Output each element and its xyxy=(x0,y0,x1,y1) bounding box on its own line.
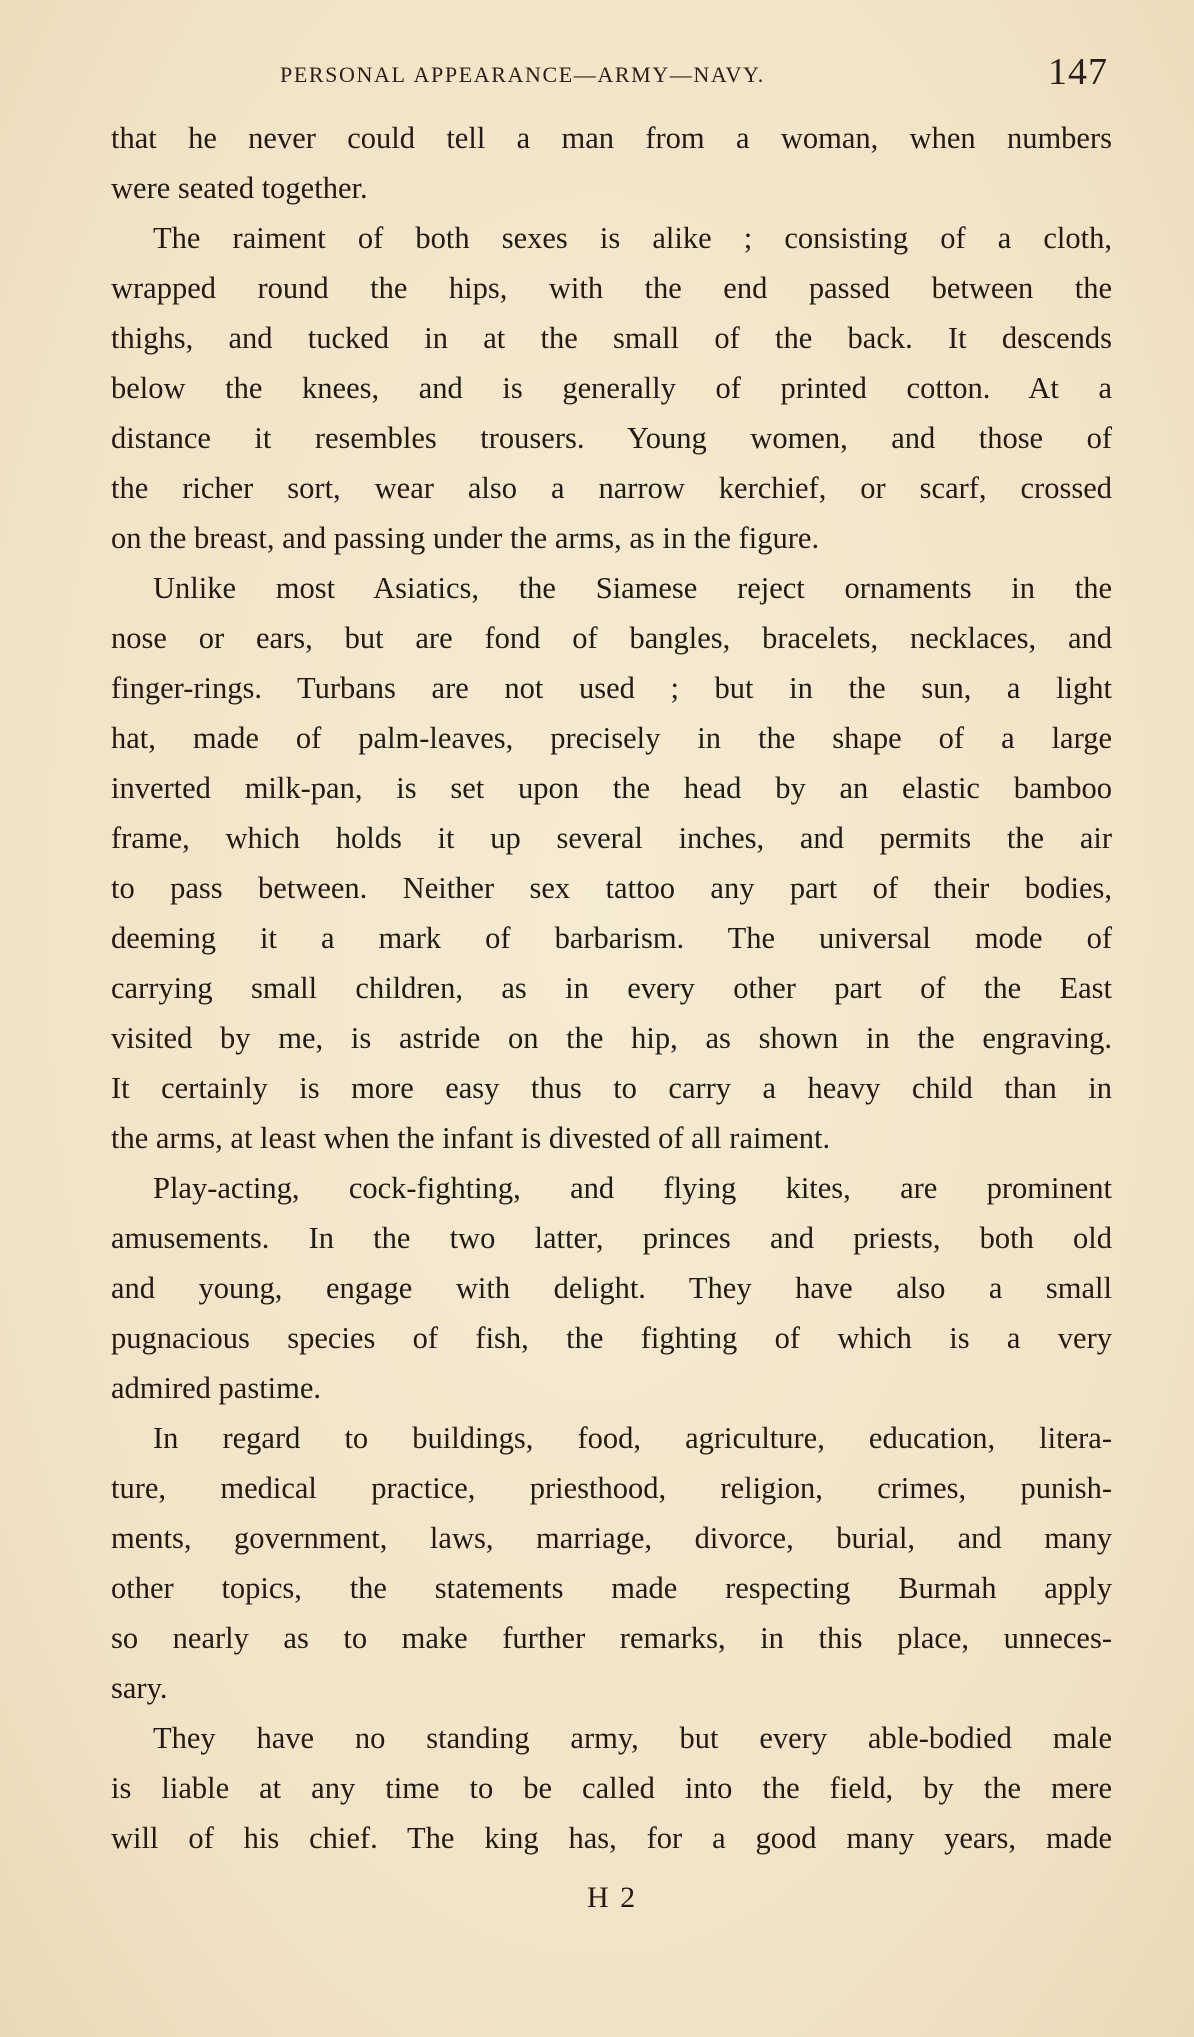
text-line: They have no standing army, but every able-bodied male xyxy=(153,1721,1112,1755)
text-line: below the knees, and is generally of printed cotton. At a xyxy=(111,371,1112,405)
text-line: nose or ears, but are fond of bangles, bracelets, necklaces, and xyxy=(111,621,1112,655)
text-line: visited by me, is astride on the hip, as shown in the engraving. xyxy=(111,1021,1112,1055)
text-line: pugnacious species of fish, the fighting of which is a very xyxy=(111,1321,1112,1355)
text-line: so nearly as to make further remarks, in this place, unneces- xyxy=(111,1621,1112,1655)
text-line: other topics, the statements made respecting Burmah apply xyxy=(111,1571,1112,1605)
text-line: deeming it a mark of barbarism. The universal mode of xyxy=(111,921,1112,955)
text-line: to pass between. Neither sex tattoo any part of their bodies, xyxy=(111,871,1112,905)
text-line: Unlike most Asiatics, the Siamese reject ornaments in the xyxy=(153,571,1112,605)
text-line: the richer sort, wear also a narrow kerchief, or scarf, crossed xyxy=(111,471,1112,505)
text-line: In regard to buildings, food, agriculture, education, litera- xyxy=(153,1421,1112,1455)
text-line: distance it resembles trousers. Young women, and those of xyxy=(111,421,1112,455)
running-title: PERSONAL APPEARANCE—ARMY—NAVY. xyxy=(280,62,765,87)
text-line: thighs, and tucked in at the small of the back. It descends xyxy=(111,321,1112,355)
text-line: on the breast, and passing under the arms, as in the figure. xyxy=(111,521,820,555)
text-line: is liable at any time to be called into the field, by the mere xyxy=(111,1771,1112,1805)
text-line: that he never could tell a man from a woman, when numbers xyxy=(111,121,1112,155)
running-head xyxy=(110,50,1110,100)
text-line: wrapped round the hips, with the end passed between the xyxy=(111,271,1112,305)
text-line: finger-rings. Turbans are not used ; but in the sun, a light xyxy=(111,671,1112,705)
signature-mark: H 2 xyxy=(587,1881,638,1914)
text-line: carrying small children, as in every other part of the East xyxy=(111,971,1112,1005)
text-line: and young, engage with delight. They have also a small xyxy=(111,1271,1112,1305)
text-line: ments, government, laws, marriage, divorce, burial, and many xyxy=(111,1521,1112,1555)
text-line: inverted milk-pan, is set upon the head by an elastic bamboo xyxy=(111,771,1112,805)
text-line: It certainly is more easy thus to carry a heavy child than in xyxy=(111,1071,1112,1105)
text-line: amusements. In the two latter, princes and priests, both old xyxy=(111,1221,1112,1255)
text-line: will of his chief. The king has, for a good many years, made xyxy=(111,1821,1112,1855)
page-number: 147 xyxy=(1048,51,1108,93)
text-line: Play-acting, cock-fighting, and flying kites, are prominent xyxy=(153,1171,1112,1205)
text-line: hat, made of palm-leaves, precisely in the shape of a large xyxy=(111,721,1112,755)
text-line: frame, which holds it up several inches, and permits the air xyxy=(111,821,1112,855)
text-line: The raiment of both sexes is alike ; consisting of a cloth, xyxy=(153,221,1112,255)
body-text xyxy=(111,113,1112,1863)
text-line: admired pastime. xyxy=(111,1371,322,1405)
text-line: the arms, at least when the infant is divested of all raiment. xyxy=(111,1121,831,1155)
text-line: sary. xyxy=(111,1671,168,1705)
text-line: were seated together. xyxy=(111,171,368,205)
text-line: ture, medical practice, priesthood, religion, crimes, punish- xyxy=(111,1471,1112,1505)
